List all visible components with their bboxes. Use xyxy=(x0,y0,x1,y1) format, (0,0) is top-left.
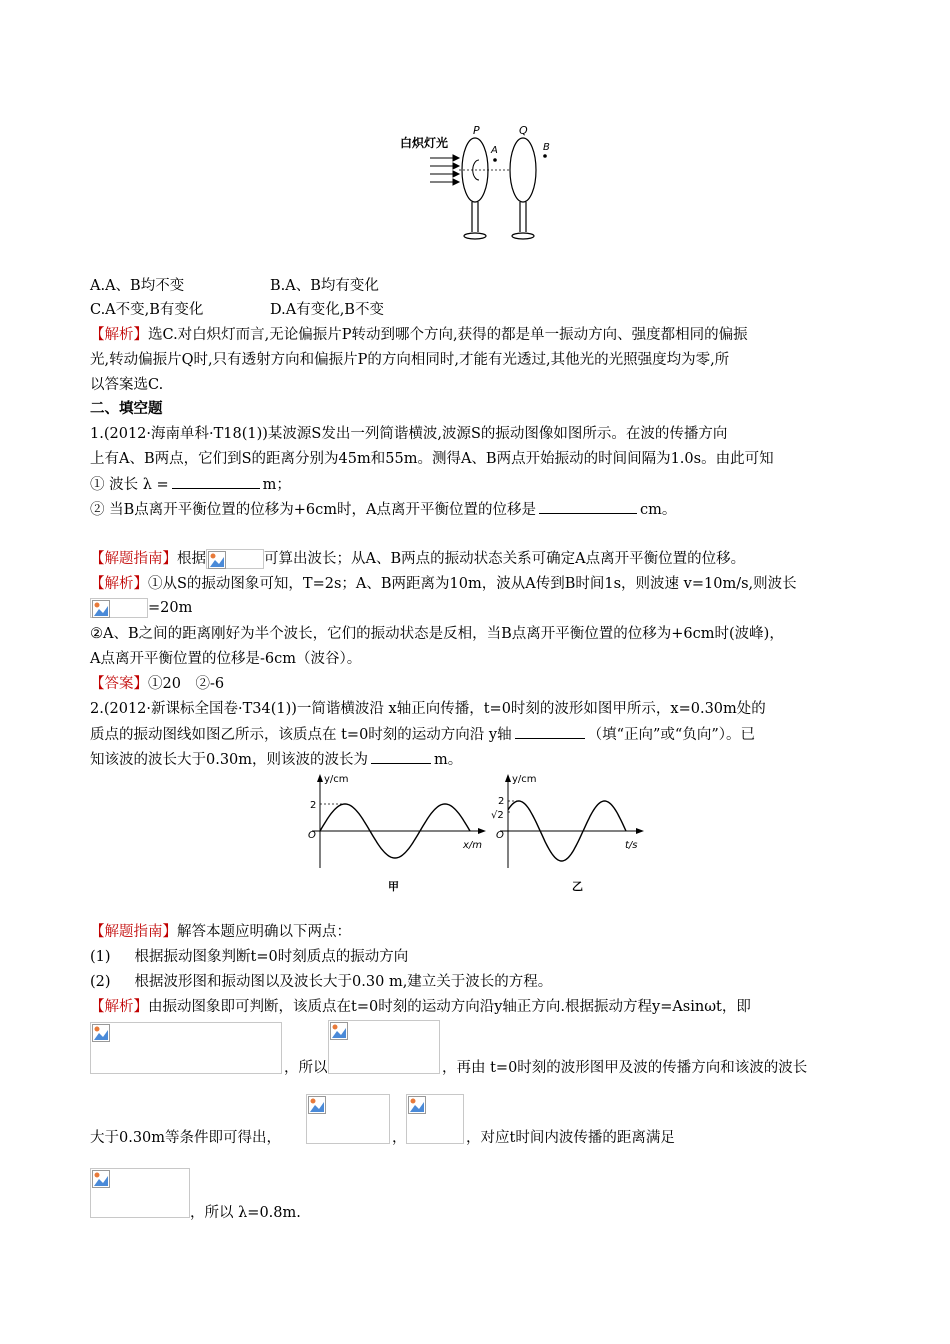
q2-line-2: 质点的振动图线如图乙所示，该质点在 t=0时刻的运动方向沿 y轴 （填“正向”或“负向”）。已 xyxy=(90,724,755,745)
q2-line-1: 2.(2012·新课标全国卷·T34(1))一简谐横波沿 x轴正向传播，t=0时刻的波形如图甲所示，x=0.30m处的 xyxy=(90,701,766,717)
prev-analysis-3: 以答案选C. xyxy=(90,377,164,393)
option-D: D.A有变化,B不变 xyxy=(270,302,384,318)
q2-guide: 【解题指南】解答本题应明确以下两点： xyxy=(90,924,351,940)
option-C: C.A不变,B有变化 xyxy=(90,302,204,318)
q1-line-3: ① 波长 λ = m； xyxy=(90,474,291,495)
stands xyxy=(464,202,534,239)
formula-image-placeholder xyxy=(90,1022,282,1074)
q2-blank-1[interactable] xyxy=(515,724,585,739)
y-tick-2: 2 xyxy=(310,800,317,811)
q1-blank-2[interactable] xyxy=(539,499,637,514)
polarizer-figure xyxy=(395,120,575,245)
q1-analysis-1: 【解析】①从S的振动图象可知，T=2s；A、B两距离为10m，波从A传到B时间1s，则波速 v=10m/s,则波长 xyxy=(90,576,797,592)
chart-caption: 甲 xyxy=(388,880,399,893)
options-row-1 xyxy=(90,276,379,296)
point-B xyxy=(543,154,547,158)
q2-analysis-1: 【解析】由振动图象即可判断，该质点在t=0时刻的运动方向沿y轴正方向.根据振动方程y=Asinωt，即 xyxy=(90,999,751,1015)
broken-image-icon xyxy=(330,1022,348,1040)
q2-line-3: 知该波的波长大于0.30m，则该波的波长为 m。 xyxy=(90,749,462,770)
q2-point-1: (1) 根据振动图象判断t=0时刻质点的振动方向 xyxy=(90,949,409,965)
broken-image-icon xyxy=(92,600,110,618)
q2-point-2: (2) 根据波形图和振动图以及波长大于0.30 m,建立关于波长的方程。 xyxy=(90,974,553,990)
formula-image-placeholder xyxy=(328,1020,440,1074)
prev-analysis-2: 光,转动偏振片Q时,只有透射方向和偏振片P的方向相同时,才能有光透过,其他光的光照强度均为零,所 xyxy=(90,352,730,368)
q1-analysis-4: A点离开平衡位置的位移是-6cm（波谷）。 xyxy=(90,651,362,667)
q1-line-4: ② 当B点离开平衡位置的位移为+6cm时，A点离开平衡位置的位移是 cm。 xyxy=(90,499,676,520)
origin-label: O xyxy=(308,830,316,841)
q2-analysis-3: 大于0.30m等条件即可得出， xyxy=(90,1130,282,1146)
option-A: A.A、B均不变 xyxy=(90,278,185,294)
light-label: 白炽灯光 xyxy=(400,136,449,150)
broken-image-icon xyxy=(92,1170,110,1188)
prev-analysis-1: 【解析】选C.对白炽灯而言,无论偏振片P转动到哪个方向,获得的都是单一振动方向、强度都相同的偏振 xyxy=(90,327,748,343)
q1-answer: 【答案】①20 ②-6 xyxy=(90,676,225,692)
broken-image-icon xyxy=(408,1096,426,1114)
q1-analysis-2: =20m xyxy=(90,598,192,618)
analysis-tag: 【解析】 xyxy=(90,327,148,343)
y-tick-sqrt2: √2 xyxy=(491,810,504,821)
answer-tag: 【答案】 xyxy=(90,676,148,692)
q1-blank-1[interactable] xyxy=(172,474,260,489)
document-page: 白炽灯光 P A Q B A.A、B均不变 B.A、B均有变化 C.A不变,B有变化 D.A有变化,B不变 【解析】选C.对白炽灯而言,无论偏振片P转动到哪个方向,获得的都是单一振动方向、强度都相同的偏振 光,转动偏振片Q时,只有透射方向和偏振片P的方向相同时,才能有光透过,其他光的光照强度均为零,所 以答案选C. 二、填空题 1.(2012·海南单科·T18(1))某波源S发出一列简谐横波,波源S的振动图像如图所示。在波的传播方向 上有A、B两点，它们到S的距离分别为45m和55m。测得A、B两点开始振动的时间间隔为1.0s。由此可知 ① 波长 λ = m； ② 当B点离开平衡位置的位移为+6cm时，A点离开平衡位置的位移是 cm。 【解题指南】根据 可算出波长；从A、B两点的振动状态关系可确定A点离开平衡位置的位移。 【解析】①从S的振动图象可知，T=2s；A、B两距离为10m，波从A传到B时间1s，则波速 v=10m/s,则波长 =20m ②A、B之间的距离刚好为半个波长，它们的振动状态是反相，当B点离开平衡位置的位移为+6cm时(波峰)， A点离开平衡位置的位移是-6cm（波谷）。 【答案】①20 ②-6 2.(2012·新课标全国卷·T34(1))一简谐横波沿 x轴正向传播，t=0时刻的波形如图甲所示，x=0.30m处的 质点的振动图线如图乙所示，该质点在 t=0时刻的运动方向沿 y轴 （填“正向”或“负向”）。已 知该波的波长大于0.30m，则该波的波长为 m。 y/cm x/m O 2 甲 y/cm t/s O 2 √2 乙 【解题指南】解答本题应明确以下两点： (1) 根据振动图象判断t=0时刻质点的振动方向 (2) 根据波形图和振动图以及波长大于0.30 m,建立关于波长的方程。 【解析】由振动图象即可判断，该质点在t=0时刻的运动方向沿y轴正方向.根据振动方程y=Asinωt，即 ，所以 ，再由 t=0时刻的波形图甲及波的传播方向和该波的波长 大于0.30m等条件即可得出， ， ，对应t时间内波传播的距离满足 ，所以 λ=0.8m. xyxy=(0,0,950,1344)
q1-analysis-3: ②A、B之间的距离刚好为半个波长，它们的振动状态是反相，当B点离开平衡位置的位移为+6cm时(波峰)， xyxy=(90,626,784,642)
polarizer-Q xyxy=(510,138,536,202)
q1-line-2: 上有A、B两点，它们到S的距离分别为45m和55m。测得A、B两点开始振动的时间间隔为1.0s。由此可知 xyxy=(90,451,774,467)
origin-label: O xyxy=(496,830,504,841)
chart-caption: 乙 xyxy=(572,880,583,893)
section-title: 二、填空题 xyxy=(90,400,163,417)
vibration-chart-yi xyxy=(488,768,648,898)
broken-image-icon xyxy=(308,1096,326,1114)
label-P: P xyxy=(473,124,480,137)
q1-guide: 【解题指南】根据 可算出波长；从A、B两点的振动状态关系可确定A点离开平衡位置的位移。 xyxy=(90,551,746,567)
formula-image-placeholder xyxy=(90,598,148,618)
y-axis-label: y/cm xyxy=(324,774,349,785)
formula-image-placeholder xyxy=(406,1094,464,1144)
formula-image-placeholder xyxy=(206,549,264,569)
x-axis-label: x/m xyxy=(463,840,483,851)
formula-image-placeholder xyxy=(90,1168,190,1218)
q2-analysis-4: ，所以 λ=0.8m. xyxy=(190,1205,301,1221)
x-axis-label: t/s xyxy=(625,840,638,851)
options-row-2 xyxy=(90,300,384,320)
point-A xyxy=(493,158,497,162)
label-Q: Q xyxy=(519,124,528,137)
wave-chart-jia xyxy=(300,768,490,898)
guide-tag: 【解题指南】 xyxy=(90,551,177,567)
y-axis-label: y/cm xyxy=(512,774,537,785)
light-arrows xyxy=(430,155,459,185)
q1-line-1: 1.(2012·海南单科·T18(1))某波源S发出一列简谐横波,波源S的振动图像如图所示。在波的传播方向 xyxy=(90,426,728,442)
y-tick-2: 2 xyxy=(498,796,505,807)
q2-blank-2[interactable] xyxy=(371,749,431,764)
broken-image-icon xyxy=(92,1024,110,1042)
label-B: B xyxy=(543,142,550,153)
label-A: A xyxy=(491,145,498,156)
formula-image-placeholder xyxy=(306,1094,390,1144)
broken-image-icon xyxy=(208,551,226,569)
option-B: B.A、B均有变化 xyxy=(270,278,379,294)
